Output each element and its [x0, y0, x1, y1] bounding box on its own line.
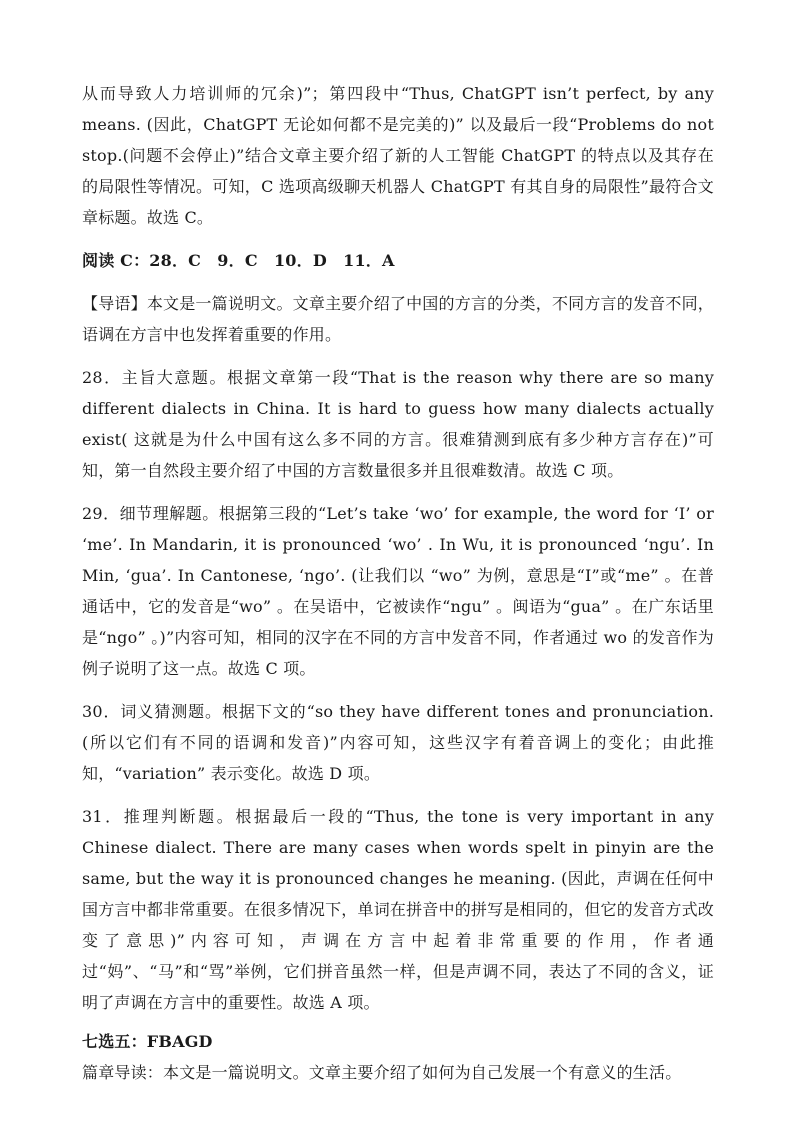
reading-c-answers: 阅读 C：28．C 9．C 10．D 11．A [82, 251, 395, 270]
question-31-explanation: 31．推理判断题。根据最后一段的“Thus, the tone is very important in any Chinese dialect. There are many cases when words spelt in pinyin are the same, but the way it is pronounced changes he meaning. (因此，声调在任何中国方言中都非常重要。在很多情况下，单词在拼音中的拼写是相同的，但它的发音方式改变了意思)”内容可知，声调在方言中起着非常重要的作用，作者通过“妈”、“马”和“骂”举例，它们拼音虽然一样，但是声调不同，表达了不同的含义，证明了声调在方言中的重要性。故选 A 项。 [82, 807, 714, 1012]
reading-c-introduction: 【导语】本文是一篇说明文。文章主要介绍了中国的方言的分类，不同方言的发音不同，语调在方言中也发挥着重要的作用。 [82, 294, 714, 344]
question-30-explanation: 30．词义猜测题。根据下文的“so they have different tones and pronunciation. (所以它们有不同的语调和发音)”内容可知，这些汉字有着音调上的变化；由此推知，“variation” 表示变化。故选 D 项。 [82, 702, 714, 783]
question-28-explanation: 28．主旨大意题。根据文章第一段“That is the reason why there are so many different dialects in China. It is hard to guess how many dialects actually exist( 这就是为什么中国有这么多不同的方言。很难猜测到底有多少种方言存在)”可知，第一自然段主要介绍了中国的方言数量很多并且很难数清。故选 C 项。 [82, 368, 714, 480]
seven-choose-five-answers: 七选五：FBAGD [82, 1032, 213, 1051]
document-page [82, 78, 714, 1088]
paragraph-chatgpt-conclusion: 从而导致人力培训师的冗余)”；第四段中“Thus, ChatGPT isn’t perfect, by any means. (因此，ChatGPT 无论如何都不是完美的)” 以及最后一段“Problems do not stop.(问题不会停止)”结合文章主要介绍了新的人工智能 ChatGPT 的特点以及其存在的局限性等情况。可知，C 选项高级聊天机器人 ChatGPT 有其自身的局限性”最符合文章标题。故选 C。 [82, 84, 714, 227]
passage-guide: 篇章导读：本文是一篇说明文。文章主要介绍了如何为自己发展一个有意义的生活。 [82, 1063, 682, 1082]
question-29-explanation: 29．细节理解题。根据第三段的“Let’s take ‘wo’ for example, the word for ‘I’ or ‘me’. In Mandarin, it is pronounced ‘wo’ . In Wu, it is pronounced ‘ngu’. In Min, ‘gua’. In Cantonese, ‘ngo’. (让我们以 “wo” 为例，意思是“I”或“me” 。在普通话中，它的发音是“wo” 。在吴语中，它被读作“ngu” 。闽语为“gua” 。在广东话里是“ngo” 。)”内容可知，相同的汉字在不同的方言中发音不同，作者通过 wo 的发音作为例子说明了这一点。故选 C 项。 [82, 504, 714, 678]
